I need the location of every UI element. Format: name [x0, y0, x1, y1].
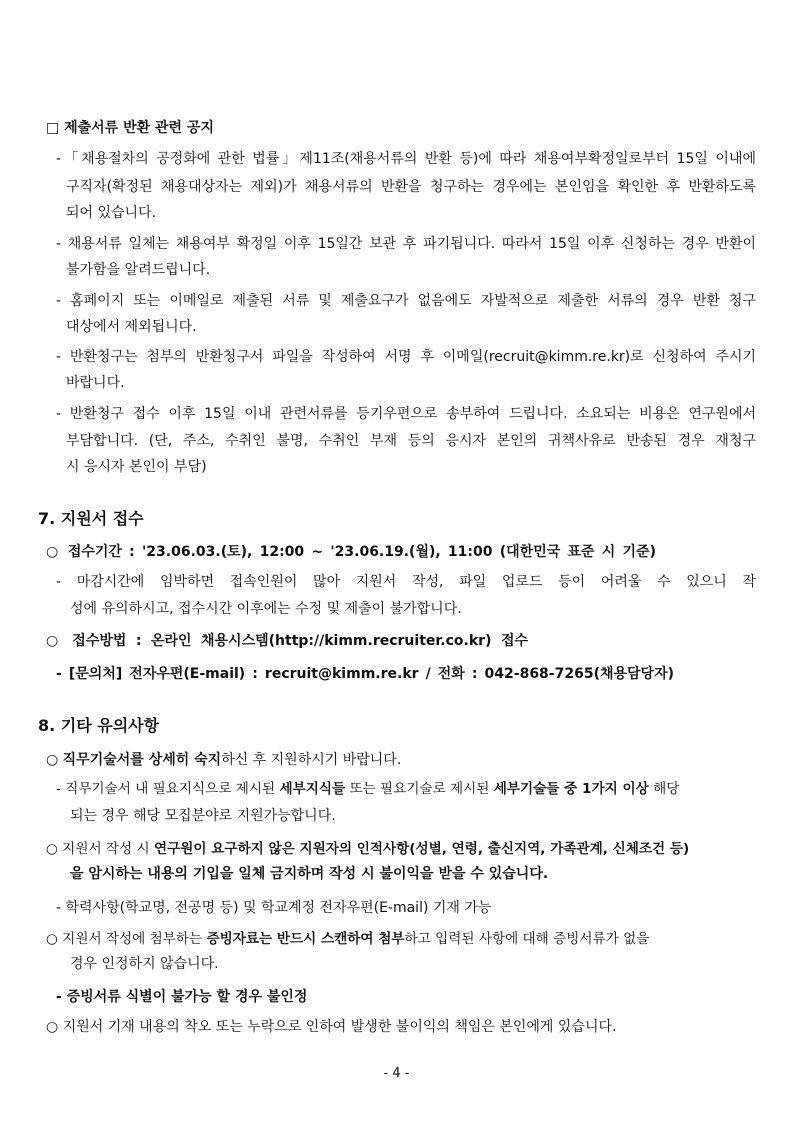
- item-1-sub-d: 세부기술들 중 1가지 이상: [493, 781, 649, 797]
- section-8-item-3-sub: - 증빙서류 식별이 불가능 할 경우 불인정: [56, 989, 308, 1005]
- item-3-bold: 증빙자료는 반드시 스캔하여 첨부: [206, 931, 405, 947]
- section-7-period-note-1: - 마감시간에 임박하면 접속인원이 많아 지원서 작성, 파일 업로드 등이 어려울 수 있으니 작: [56, 574, 756, 590]
- page-number: - 4 -: [383, 1066, 410, 1081]
- item-1-sub-a: - 직무기술서 내 필요지식으로 제시된: [56, 781, 280, 797]
- item-1-bold: 직무기술서를 상세히 숙지: [62, 752, 222, 768]
- section-8-item-3-line-1: [46, 929, 649, 949]
- section-8-item-2-line-1: [46, 839, 689, 859]
- notice-item-1-line-2: 구직자(확정된 채용대상자는 제외)가 채용서류의 반환을 청구하는 경우에는 본인임을 확인한 후 반환하도록: [66, 179, 756, 195]
- item-2-bold-1: 연구원이 요구하지 않은 지원자의 인적사항(성별, 연령, 출신지역, 가족관계, 신체조건 등): [153, 841, 690, 857]
- section-8-item-2-sub: - 학력사항(학교명, 전공명 등) 및 학교계정 전자우편(E-mail) 기재 가능: [56, 900, 492, 916]
- notice-item-1-line-3: 되어 있습니다.: [66, 205, 157, 221]
- notice-item-2-line-1: - 채용서류 일체는 채용여부 확정일 이후 15일간 보관 후 파기됩니다. 따라서 15일 이후 신청하는 경우 반환이: [56, 236, 756, 252]
- notice-item-5-line-3: 시 응시자 본인이 부담): [66, 459, 207, 475]
- notice-item-1-line-1: -「채용절차의 공정화에 관한 법률」제11조(채용서류의 반환 등)에 따라 채용여부확정일로부터 15일 이내에: [56, 151, 756, 167]
- section-7-method: ○ 접수방법 : 온라인 채용시스템(http://kimm.recruiter.co.kr) 접수: [46, 633, 528, 649]
- section-8-item-1-sub-line-2: 되는 경우 해당 모집분야로 지원가능합니다.: [70, 808, 336, 824]
- item-1-prefix: ○: [46, 752, 63, 768]
- notice-item-3-line-2: 대상에서 제외됩니다.: [66, 319, 197, 335]
- section-7-contact: - [문의처] 전자우편(E-mail) : recruit@kimm.re.kr / 전화 : 042-868-7265(채용담당자): [56, 666, 674, 682]
- section-7-period-note-2: 성에 유의하시고, 접수시간 이후에는 수정 및 제출이 불가합니다.: [70, 601, 462, 617]
- notice-item-5-line-1: - 반환청구 접수 이후 15일 이내 관련서류를 등기우편으로 송부하여 드립니다. 소요되는 비용은 연구원에서: [56, 406, 756, 422]
- notice-item-4-line-2: 바랍니다.: [66, 375, 125, 391]
- notice-item-4-line-1: - 반환청구는 첨부의 반환청구서 파일을 작성하여 서명 후 이메일(recruit@kimm.re.kr)로 신청하여 주시기: [56, 349, 756, 365]
- item-1-sub-b: 세부지식들: [279, 781, 346, 797]
- section-8-item-1-sub-line-1: [56, 779, 679, 799]
- notice-item-5-line-2: 부담합니다. (단, 주소, 수취인 불명, 수취인 부재 등의 응시자 본인의 귀책사유로 반송된 경우 재청구: [66, 433, 756, 449]
- item-3-rest: 하고 입력된 사항에 대해 증빙서류가 없을: [404, 931, 650, 947]
- item-2-prefix: ○ 지원서 작성 시: [46, 841, 154, 857]
- item-1-sub-c: 또는 필요기술로 제시된: [345, 781, 494, 797]
- section-8-item-4: ○ 지원서 기재 내용의 착오 또는 누락으로 인하여 발생한 불이익의 책임은 본인에게 있습니다.: [46, 1019, 617, 1035]
- section-7-period: ○ 접수기간 : '23.06.03.(토), 12:00 ~ '23.06.19.(월), 11:00 (대한민국 표준 시 기준): [46, 544, 656, 560]
- notice-item-3-line-1: - 홈페이지 또는 이메일로 제출된 서류 및 제출요구가 없음에도 자발적으로 제출한 서류의 경우 반환 청구: [56, 293, 756, 309]
- item-3-prefix: ○ 지원서 작성에 첨부하는: [46, 931, 207, 947]
- item-1-rest: 하신 후 지원하시기 바랍니다.: [221, 752, 402, 768]
- notice-item-2-line-2: 불가함을 알려드립니다.: [66, 262, 211, 278]
- item-1-sub-e: 해당: [648, 781, 680, 797]
- section-8-item-2-line-2: 을 암시하는 내용의 기입을 일체 금지하며 작성 시 불이익을 받을 수 있습니다.: [70, 866, 549, 882]
- section-8-item-3-line-2: 경우 인정하지 않습니다.: [70, 956, 219, 972]
- section-8-heading: 8. 기타 유의사항: [38, 716, 160, 735]
- section-7-heading: 7. 지원서 접수: [38, 509, 144, 528]
- section-8-item-1: [46, 750, 401, 770]
- notice-heading: □ 제출서류 반환 관련 공지: [46, 120, 214, 136]
